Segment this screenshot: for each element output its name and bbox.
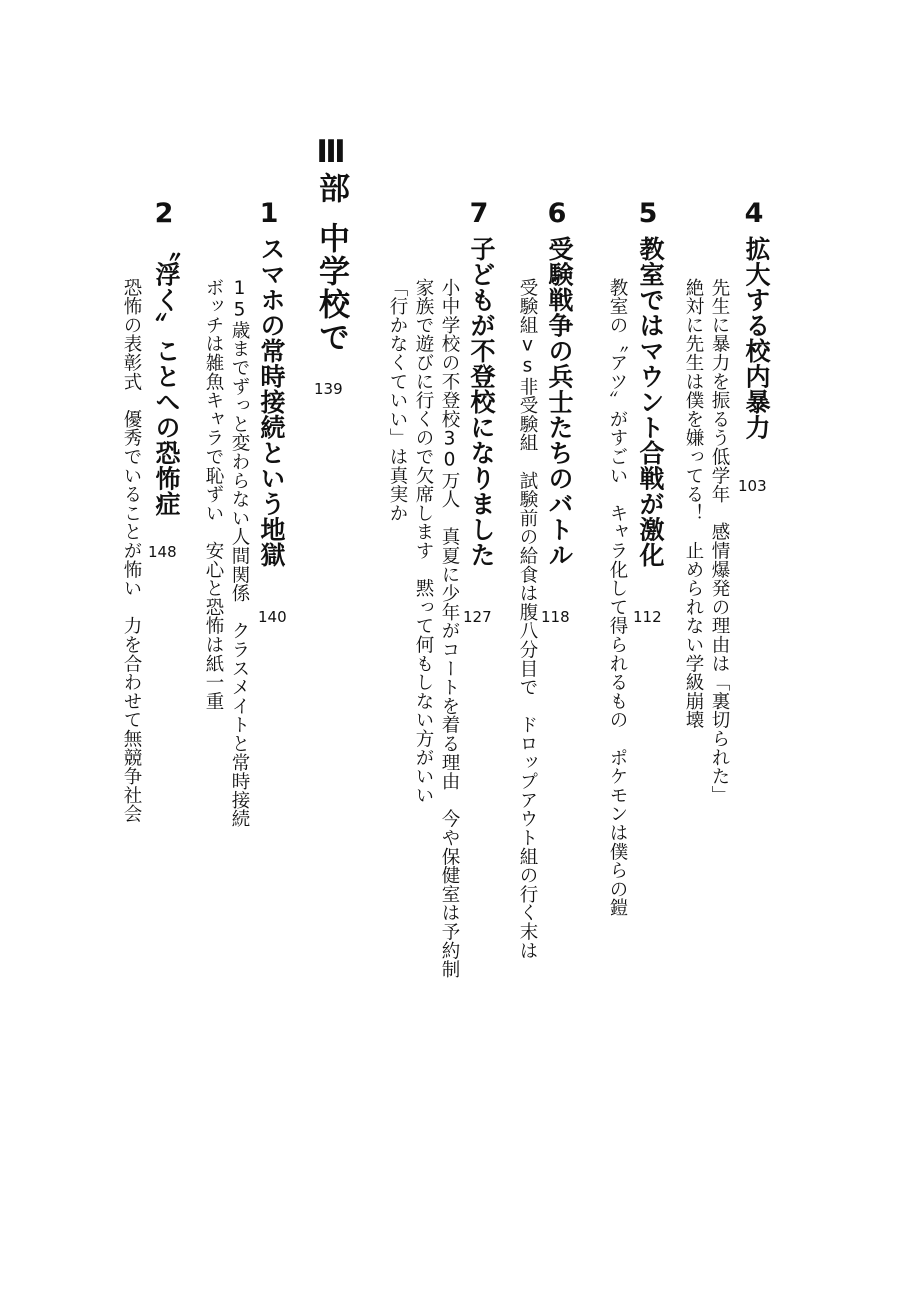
page-number: 139 — [314, 380, 343, 398]
chapter-summary-line-2: 家族で遊びに行くので欠席します 黙って何もしない方がいい — [413, 278, 434, 805]
chapter-number: 2 — [154, 198, 174, 229]
part-label: Ⅲ部 — [313, 134, 349, 205]
chapter-summary-line-2: 絶対に先生は僕を嫌ってる！ 止められない学級崩壊 — [683, 278, 704, 730]
chapter-title[interactable]: 拡大する校内暴力 — [742, 236, 771, 440]
chapter-summary-line-1: 恐怖の表彰式 優秀でいることが怖い 力を合わせて無競争社会 — [121, 278, 142, 824]
chapter-summary-line-1: 小中学校の不登校30万人 真夏に少年がコートを着る理由 今や保健室は予約制 — [439, 278, 460, 979]
page-number: 140 — [258, 608, 287, 626]
chapter-title[interactable]: 子どもが不登校になりました — [467, 236, 496, 568]
chapter-title[interactable]: 教室ではマウント合戦が激化 — [636, 236, 665, 568]
chapter-summary-line-3: 「行かなくていい」は真実か — [387, 278, 408, 523]
chapter-number: 1 — [259, 198, 279, 229]
chapter-summary-line-1: 教室の〝アツ〟がすごい キャラ化して得られるもの ポケモンは僕らの鎧 — [607, 278, 628, 918]
page-number: 118 — [541, 608, 570, 626]
page-number: 103 — [738, 477, 767, 495]
chapter-summary-line-2: ボッチは雑魚キャラで恥ずい 安心と恐怖は紙一重 — [203, 278, 224, 711]
part-title[interactable]: 中学校で — [313, 222, 349, 354]
chapter-number: 6 — [547, 198, 567, 229]
chapter-summary-line-1: 15歳までずっと変わらない人間関係 クラスメイトと常時接続 — [229, 278, 250, 829]
chapter-summary-line-1: 受験組vs非受験組 試験前の給食は腹八分目で ドロップアウト組の行く末は — [517, 278, 538, 960]
chapter-title[interactable]: 受験戦争の兵士たちのバトル — [545, 236, 574, 568]
page-number: 148 — [148, 543, 177, 561]
chapter-number: 5 — [638, 198, 658, 229]
chapter-title[interactable]: 〝浮く〟ことへの恐怖症 — [152, 236, 181, 517]
page-number: 112 — [633, 608, 662, 626]
chapter-number: 7 — [469, 198, 489, 229]
chapter-summary-line-1: 先生に暴力を振るう低学年 感情爆発の理由は「裏切られた」 — [709, 278, 730, 805]
chapter-title[interactable]: スマホの常時接続という地獄 — [257, 236, 286, 568]
page-number: 127 — [463, 608, 492, 626]
chapter-number: 4 — [744, 198, 764, 229]
